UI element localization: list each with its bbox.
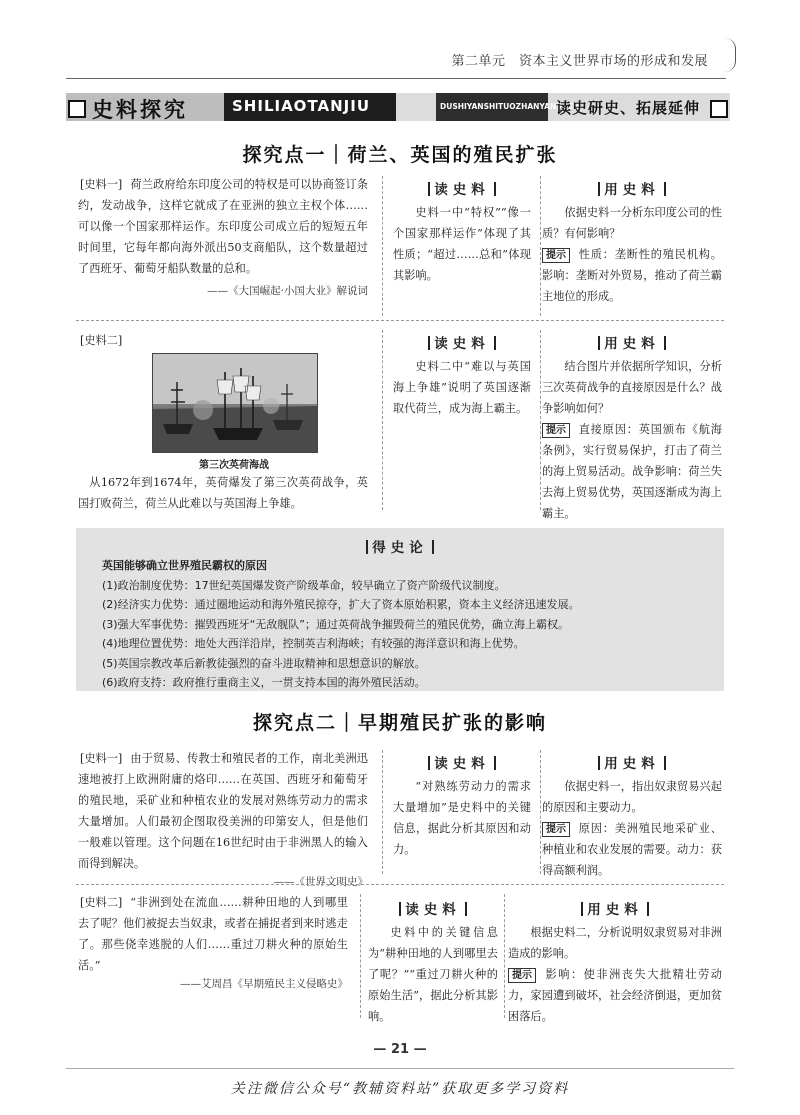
read-label: 读史料: [434, 756, 490, 772]
band-pinyin: SHILIAOTANJIU: [232, 97, 371, 115]
divider: [540, 176, 541, 316]
conclusion-box: [76, 528, 724, 691]
tip-text: 原因：美洲殖民地采矿业、种植业和农业发展的需要。动力：获得高额利润。: [542, 822, 722, 877]
s1-source1-citation: ——《大国崛起·小国大业》解说词: [207, 285, 368, 297]
block-divider: [76, 884, 724, 885]
section1-title: 探究点一｜荷兰、英国的殖民扩张: [242, 144, 558, 166]
band-title: 史料探究: [92, 97, 188, 122]
conclusion-item: (4)地理位置优势：地处大西洋沿岸，控制英吉利海峡；有较强的海洋意识和海上优势。: [102, 637, 525, 650]
block-divider: [76, 320, 724, 321]
conclusion-item: (1)政治制度优势：17世纪英国爆发资产阶级革命，较早确立了资产阶级代议制度。: [102, 578, 506, 592]
read-text: “对熟练劳动力的需求大量增加”是史料中的关键信息，据此分析其原因和动力。: [393, 780, 531, 856]
read-text: 史料二中“难以与英国海上争雄”说明了英国逐渐取代荷兰，成为海上霸主。: [393, 360, 531, 415]
tip-text: 影响：使非洲丧失大批精壮劳动力，家园遭到破坏，社会经济倒退，更加贫困落后。: [508, 968, 722, 1023]
s2-source1-tag: [史料一]: [80, 752, 123, 765]
s1-read1: [393, 178, 531, 286]
read-label: 读史料: [434, 336, 490, 352]
tip-label: 提示: [508, 968, 536, 983]
tip-text: 直接原因：英国颁布《航海条例》，实行贸易保护，打击了荷兰的海上贸易活动。战争影响：荷兰失去海上贸易优势，英国逐渐成为海上霸主。: [542, 423, 722, 520]
read-label: 读史料: [405, 902, 461, 918]
header-rule: [66, 78, 726, 79]
s1-use1: [542, 178, 722, 307]
tip-text: 性质：垄断性的殖民机构。影响：垄断对外贸易，推动了荷兰霸主地位的形成。: [542, 248, 722, 303]
s1-source2-tag: [史料二]: [80, 334, 123, 347]
band-subtitle: 读史研史、拓展延伸: [556, 99, 701, 117]
read-label: 读史料: [434, 182, 490, 198]
page-number: — 21 —: [373, 1042, 427, 1057]
tip-label: 提示: [542, 822, 570, 837]
band-square-icon-left: [68, 100, 86, 118]
tip-label: 提示: [542, 248, 570, 263]
band-square-icon-right: [710, 100, 728, 118]
conclusion-item: (6)政府支持：政府推行重商主义，一贯支持本国的海外殖民活动。: [102, 676, 426, 689]
s2-source1-text: 由于贸易、传教士和殖民者的工作，南北美洲迅速地被打上欧洲附庸的烙印……在英国、西班牙和葡萄牙的殖民地，采矿业和种植农业的发展对熟练劳动力的需求大量增加。人们最初企图取役美洲的印第安人，但是他们一般难以管理。这个问题在16世纪时由于非洲黑人的输入而得到解决。: [78, 752, 368, 870]
s2-source1-citation: ——《世界文明史》: [273, 876, 368, 888]
s2-source1: [78, 748, 368, 889]
section2-title: 探究点二｜早期殖民扩张的影响: [252, 712, 547, 734]
read-text: 史料中的关键信息为“耕种田地的人到哪里去了呢？”“重过刀耕火种的原始生活”，据此分析其影响。: [368, 926, 498, 1023]
s1-source1-tag: [史料一]: [80, 178, 123, 191]
s2-source2: [78, 892, 348, 991]
use-label: 用史料: [604, 182, 660, 198]
s1-read2: [393, 332, 531, 419]
s2-source2-text: “非洲到处在流血……耕种田地的人到哪里去了呢？他们被捉去当奴隶，或者在捕捉者到来时逃走了。那些侥幸逃脱的人们……重过刀耕火种的原始生活。”: [78, 896, 348, 972]
divider: [540, 330, 541, 510]
footer-note: 关注微信公众号“教辅资料站”获取更多学习资料: [230, 1081, 570, 1097]
s1-source1: [78, 174, 368, 298]
sea-battle-image: [152, 353, 318, 453]
use-question: 依据史料一分析东印度公司的性质？有何影响？: [542, 206, 722, 240]
divider: [540, 750, 541, 874]
conclusion-item: (2)经济实力优势：通过圈地运动和海外殖民掠夺，扩大了资本原始积累，资本主义经济迅速发展。: [102, 598, 580, 611]
s2-use1: [542, 752, 722, 881]
conclusion-title: 英国能够确立世界殖民霸权的原因: [102, 559, 267, 572]
divider: [504, 894, 505, 1018]
s2-source2-citation: ——艾周昌《早期殖民主义侵略史》: [180, 978, 348, 990]
divider: [382, 330, 383, 510]
s1-source2-tag-wrap: [78, 330, 198, 351]
use-label: 用史料: [587, 902, 643, 918]
conclusion-item: (3)强大军事优势：摧毁西班牙“无敌舰队”；通过英荷战争摧毁荷兰的殖民优势，确立海上霸权。: [102, 617, 569, 631]
s2-use2: [508, 898, 722, 1027]
s1-use2: [542, 332, 722, 524]
conclusion-item: (5)英国宗教改革后新教徒强烈的奋斗进取精神和思想意识的解放。: [102, 656, 426, 670]
tip-label: 提示: [542, 423, 570, 438]
s1-source2-text: 从1672年到1674年，英荷爆发了第三次英荷战争，英国打败荷兰，荷兰从此难以与英国海上争雄。: [78, 476, 368, 510]
use-question: 依据史料一，指出奴隶贸易兴起的原因和主要动力。: [542, 780, 722, 814]
use-label: 用史料: [604, 756, 660, 772]
conclusion-label: 得史论: [372, 540, 428, 556]
band-pinyin-small: DUSHIYANSHITUOZHANYANSHEN: [440, 102, 580, 111]
divider: [382, 176, 383, 316]
page-corner-bracket: [725, 38, 736, 72]
read-text: 史料一中“特权”“像一个国家那样运作”体现了其性质；“超过……总和”体现其影响。: [393, 206, 531, 282]
divider: [382, 750, 383, 874]
use-question: 根据史料二，分析说明奴隶贸易对非洲造成的影响。: [508, 926, 722, 960]
s2-source2-tag: [史料二]: [80, 896, 123, 909]
s1-source1-text: 荷兰政府给东印度公司的特权是可以协商签订条约，发动战争，这样它就成了在亚洲的独立主权个体……可以像一个国家那样运作。东印度公司成立后的短短五年时间里，它每年都向海外派出50支商船队，这个数量超过了西班牙、葡萄牙船队数量的总和。: [78, 178, 368, 275]
s2-read1: [393, 752, 531, 860]
use-label: 用史料: [604, 336, 660, 352]
divider: [360, 894, 361, 1018]
image-caption: 第三次英荷海战: [199, 460, 269, 471]
s2-read2: [368, 898, 498, 1027]
footer-rule: [66, 1068, 734, 1069]
running-title: 第二单元 资本主义世界市场的形成和发展: [451, 54, 708, 69]
use-question: 结合图片并依据所学知识，分析三次英荷战争的直接原因是什么？战争影响如何？: [542, 360, 722, 415]
